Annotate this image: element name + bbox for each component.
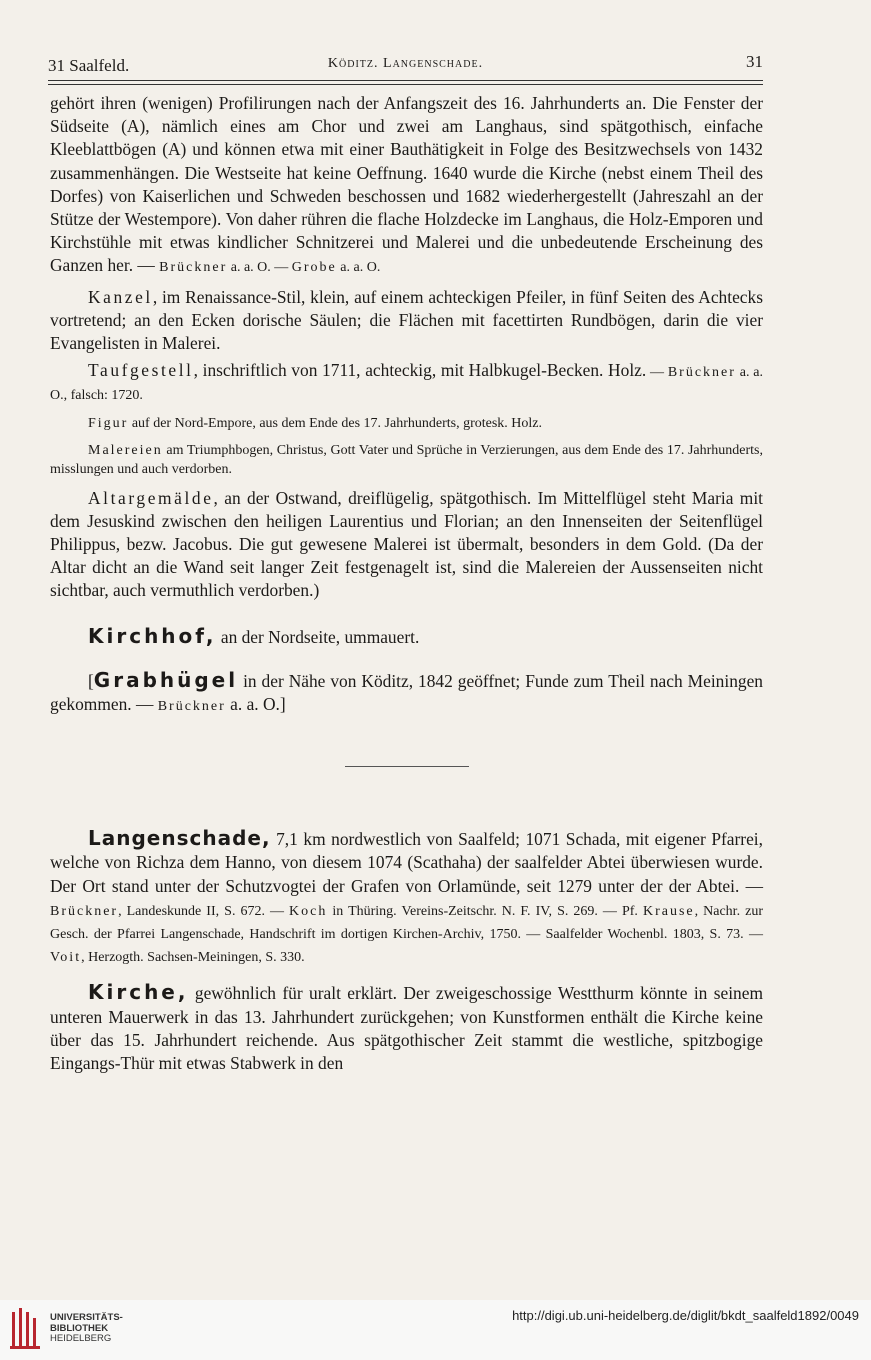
ref-koch: Koch <box>289 903 328 919</box>
header-rule-bottom <box>48 84 763 85</box>
term-kanzel: Kanzel <box>88 286 153 307</box>
section-divider <box>345 766 469 767</box>
ref-voit: Voit <box>50 950 82 966</box>
term-malereien: Malereien <box>88 442 163 458</box>
header-rule-top <box>48 80 763 81</box>
term-altargemaelde: Altargemälde <box>88 487 214 508</box>
page-number: 31 <box>746 52 763 71</box>
heading-kirche: Kirche, <box>88 980 189 1005</box>
paragraph-grabhuegel: [Grabhügel in der Nähe von Köditz, 1842 geöffnet; Funde zum Theil nach Meiningen gekommen. — Brückner a. a. O.] <box>50 667 763 715</box>
paragraph-taufgestell: Taufgestell, inschriftlich von 1711, achteckig, mit Halbkugel-Becken. Holz. — Brückner a. a. O., falsch: 1720. <box>50 360 763 404</box>
term-figur: Figur <box>88 415 129 431</box>
paragraph-kirche: Kirche, gewöhnlich für uralt erklärt. Der zweigeschossige Westthurm könnte in seinem unteren Mauerwerk in das 13. Jahrhundert zurückgehen; von Kunstformen enthält die Kirche keine über das 15. Jahrhundert reichende. Aus spätgothischer Zeit stammt die westliche, spitzbogige Eingangs-Thür mit etwas Stabwerk in den <box>50 980 763 1074</box>
paragraph-continuation: gehört ihren (wenigen) Profilirungen nach der Anfangszeit des 16. Jahrhunderts an. Die Fenster der Südseite (A), nämlich eines am Chor und zwei am Langhaus, sind spätgothisch, einfache Kleeblattbögen (A) und können etwa mit einer Bauthätigkeit in Folge des Besitzwechsels von 1432 zusammenhängen. Die Westseite hat keine Oeffnung. 1640 wurde die Kirche (nebst einem Theil des Dorfes) von Kaiserlichen und Schweden beschossen und 1682 wiederhergestellt (Jahreszahl an der Stütze der Westempore). Von daher rühren die flache Holzdecke im Langhaus, die Holz-Emporen und Kirchstühle mit etwas kindlicher Schnitzerei und Malerei und die unbedeutende Erscheinung des Ganzen her. — Brückner a. a. O. — Grobe a. a. O. <box>50 93 763 276</box>
body-text <box>50 92 763 1075</box>
library-logo-icon <box>10 1306 42 1350</box>
ref-grobe: Grobe <box>291 260 337 276</box>
ref-brueckner: Brückner <box>159 260 228 276</box>
paragraph-figur: Figur auf der Nord-Empore, aus dem Ende des 17. Jahrhunderts, grotesk. Holz. <box>88 415 543 431</box>
header-left: 31 Saalfeld. <box>48 56 130 75</box>
ref-krause: Krause <box>642 903 695 919</box>
paragraph-langenschade: Langenschade, 7,1 km nordwestlich von Saalfeld; 1071 Schada, mit eigener Pfarrei, welche von Richza dem Hanno, von diesem 1074 (Scathaha) der saalfelder Abtei überwiesen wurde. Der Ort stand unter der Schutzvogtei der Grafen von Orlamünde, seit 1279 unter der der Abtei. — Brückner, Landeskunde II, S. 672. — Koch in Thüring. Vereins-Zeitschr. N. F. IV, S. 269. — Pf. Krause, Nachr. zur Gesch. der Pfarrei Langenschade, Handschrift im dortigen Kirchen-Archiv, 1750. — Saalfelder Wochenbl. 1803, S. 73. — Voit, Herzogth. Sachsen-Meiningen, S. 330. <box>50 826 763 966</box>
heading-grabhuegel: Grabhügel <box>93 667 239 692</box>
permalink-url[interactable]: http://digi.ub.uni-heidelberg.de/diglit/bkdt_saalfeld1892/0049 <box>512 1308 859 1323</box>
paragraph-malereien: Malereien am Triumphbogen, Christus, Gott Vater und Sprüche in Verzierungen, aus dem Ende des 17. Jahrhunderts, misslungen und auch verdorben. <box>50 442 763 477</box>
ref-brueckner: Brückner <box>50 903 119 919</box>
running-header <box>48 52 763 78</box>
library-name: UNIVERSITÄTS- BIBLIOTHEK HEIDELBERG <box>50 1312 123 1344</box>
heading-kirchhof: Kirchhof, <box>88 623 217 648</box>
paragraph-kanzel: Kanzel, im Renaissance-Stil, klein, auf einem achteckigen Pfeiler, in fünf Seiten des Achtecks vortretend; an den Ecken dorische Säulen; die Flächen mit facettirten Rundbögen, darin die vier Evangelisten in Malerei. <box>50 286 763 354</box>
paragraph-altargemaelde: Altargemälde, an der Ostwand, dreiflügelig, spätgothisch. Im Mittelflügel steht Maria mit dem Jesuskind zwischen den heiligen Laurentius und Florian; an den Innenseiten der Seitenflügel Philippus, bezw. Jacobus. Die gut gewesene Malerei ist übermalt, besonders in dem Gold. (Da der Altar dicht an die Wand seit langer Zeit festgenagelt ist, sind die Malereien der Aussenseiten nicht sichtbar, auch vermuthlich verdorben.) <box>50 487 763 601</box>
header-title: Köditz. Langenschade. <box>327 56 484 71</box>
ref-brueckner: Brückner <box>667 365 736 381</box>
heading-langenschade: Langenschade, <box>88 826 271 851</box>
term-taufgestell: Taufgestell <box>88 360 194 381</box>
ref-brueckner: Brückner <box>157 699 226 715</box>
paragraph-kirchhof: Kirchhof, an der Nordseite, ummauert. <box>88 623 420 648</box>
